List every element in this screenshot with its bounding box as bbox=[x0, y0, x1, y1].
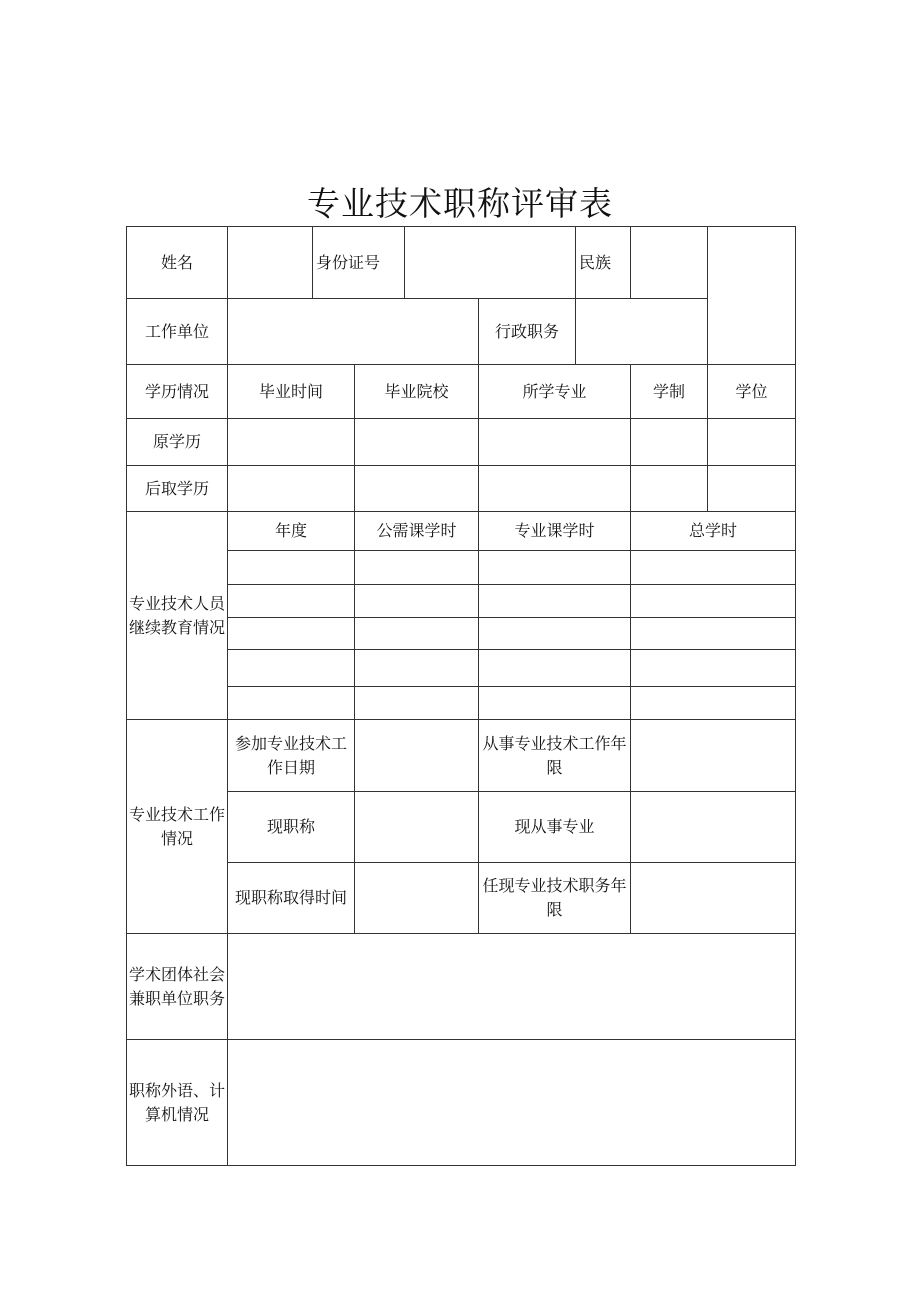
admin-position-label: 行政职务 bbox=[494, 321, 559, 341]
current-title-label: 现职称 bbox=[266, 817, 315, 836]
ce-col-year: 年度 bbox=[274, 521, 307, 540]
current-title-field[interactable] bbox=[355, 792, 478, 862]
academic-position-field[interactable] bbox=[228, 934, 795, 1039]
name-label: 姓名 bbox=[160, 252, 193, 272]
continuing-edu-label: 专业技术人员继续教育情况 bbox=[129, 593, 226, 637]
academic-position-label: 学术团体社会兼职单位职务 bbox=[129, 964, 226, 1008]
later-edu-field[interactable] bbox=[355, 466, 478, 511]
work-start-date-field[interactable] bbox=[355, 720, 478, 791]
original-edu-field[interactable] bbox=[228, 419, 354, 465]
current-field-label: 现从事专业 bbox=[514, 817, 595, 836]
edu-col-grad-time: 毕业时间 bbox=[258, 381, 323, 401]
original-edu-field[interactable] bbox=[708, 419, 795, 465]
title-obtained-field[interactable] bbox=[355, 863, 478, 933]
later-edu-label: 后取学历 bbox=[144, 478, 209, 498]
ce-col-total-hours: 总学时 bbox=[688, 521, 737, 540]
work-section-label: 专业技术工作情况 bbox=[129, 804, 226, 848]
employer-label: 工作单位 bbox=[144, 321, 209, 341]
id-number-label: 身份证号 bbox=[316, 252, 381, 272]
language-computer-label: 职称外语、计算机情况 bbox=[129, 1080, 226, 1124]
work-years-field[interactable] bbox=[631, 720, 795, 791]
language-computer-field[interactable] bbox=[228, 1040, 795, 1165]
original-edu-field[interactable] bbox=[479, 419, 630, 465]
later-edu-field[interactable] bbox=[708, 466, 795, 511]
edu-col-degree: 学位 bbox=[735, 381, 768, 401]
later-edu-field[interactable] bbox=[631, 466, 707, 511]
edu-col-duration: 学制 bbox=[652, 381, 685, 401]
edu-col-school: 毕业院校 bbox=[384, 381, 449, 401]
photo-box bbox=[708, 227, 795, 364]
ce-col-public-hours: 公需课学时 bbox=[376, 521, 457, 540]
position-years-label: 任现专业技术职务年限 bbox=[482, 876, 627, 919]
employer-field[interactable] bbox=[228, 299, 478, 364]
later-edu-field[interactable] bbox=[479, 466, 630, 511]
current-field-field[interactable] bbox=[631, 792, 795, 862]
original-edu-field[interactable] bbox=[355, 419, 478, 465]
ethnicity-field[interactable] bbox=[631, 227, 707, 298]
education-label: 学历情况 bbox=[144, 381, 209, 401]
work-start-date-label: 参加专业技术工作日期 bbox=[234, 733, 347, 777]
form-title: 专业技术职称评审表 bbox=[307, 184, 613, 223]
later-edu-field[interactable] bbox=[228, 466, 354, 511]
work-years-label: 从事专业技术工作年限 bbox=[482, 733, 627, 777]
original-edu-label: 原学历 bbox=[152, 432, 201, 451]
ce-col-professional-hours: 专业课学时 bbox=[514, 521, 595, 540]
ethnicity-label: 民族 bbox=[579, 252, 612, 272]
name-field[interactable] bbox=[228, 227, 312, 298]
title-obtained-label: 现职称取得时间 bbox=[234, 888, 347, 907]
original-edu-field[interactable] bbox=[631, 419, 707, 465]
edu-col-major: 所学专业 bbox=[522, 381, 587, 401]
position-years-field[interactable] bbox=[631, 863, 795, 933]
id-number-field[interactable] bbox=[405, 227, 575, 298]
admin-position-field[interactable] bbox=[576, 299, 707, 364]
